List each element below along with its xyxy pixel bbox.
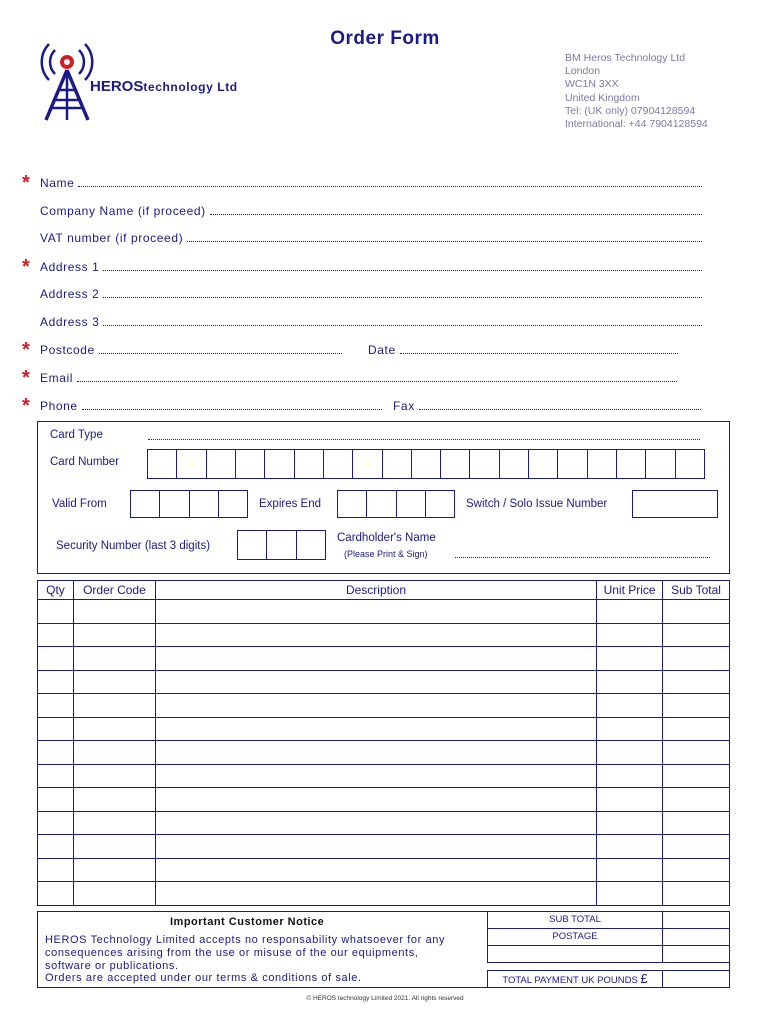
postcode-label: Postcode	[40, 343, 95, 357]
email-field[interactable]	[22, 367, 677, 389]
vat-line[interactable]	[187, 240, 702, 242]
table-row	[38, 741, 730, 765]
sub-total-cell[interactable]	[663, 717, 730, 741]
unit-price-cell[interactable]	[597, 741, 663, 765]
postage-label: POSTAGE	[487, 928, 663, 946]
address-line: International: +44 7904128594	[565, 118, 708, 131]
fax-line[interactable]	[419, 408, 701, 410]
security-number-boxes[interactable]	[237, 530, 326, 560]
qty-cell[interactable]	[38, 670, 74, 694]
email-line[interactable]	[77, 380, 677, 382]
table-row	[38, 835, 730, 859]
unit-price-cell[interactable]	[597, 647, 663, 671]
unit-price-cell[interactable]	[597, 811, 663, 835]
order-code-header: Order Code	[73, 581, 155, 600]
card-number-label: Card Number	[50, 456, 120, 468]
table-row	[38, 600, 730, 624]
name-field[interactable]	[22, 172, 702, 194]
qty-cell[interactable]	[38, 623, 74, 647]
order-code-cell[interactable]	[73, 858, 155, 882]
sub-total-cell[interactable]	[663, 764, 730, 788]
notice-line: consequences arising from the use or misuse of the our equipments,	[45, 946, 419, 959]
copyright-icon: ©	[306, 995, 312, 1002]
qty-cell[interactable]	[38, 647, 74, 671]
postcode-line[interactable]	[99, 352, 342, 354]
notice-title: Important Customer Notice	[170, 916, 325, 928]
qty-cell[interactable]	[38, 835, 74, 859]
card-type-label: Card Type	[50, 429, 103, 441]
qty-cell[interactable]	[38, 811, 74, 835]
order-code-cell[interactable]	[73, 811, 155, 835]
required-mark: *	[22, 395, 31, 417]
blank-total-label	[487, 945, 663, 963]
qty-cell[interactable]	[38, 741, 74, 765]
fax-label: Fax	[393, 399, 415, 413]
description-cell[interactable]	[155, 811, 596, 835]
order-code-cell[interactable]	[73, 647, 155, 671]
sub-total-cell[interactable]	[663, 741, 730, 765]
vat-label: VAT number (if proceed)	[40, 231, 184, 245]
table-row	[38, 670, 730, 694]
company-field[interactable]	[22, 202, 702, 218]
table-row	[38, 694, 730, 718]
order-items-table	[37, 580, 730, 906]
required-mark: *	[22, 339, 31, 361]
qty-cell[interactable]	[38, 764, 74, 788]
description-cell[interactable]	[155, 835, 596, 859]
sub-total-value[interactable]	[662, 911, 730, 929]
address3-line[interactable]	[103, 324, 702, 326]
description-cell[interactable]	[155, 858, 596, 882]
address-line: BM Heros Technology Ltd	[565, 52, 686, 64]
sub-total-cell[interactable]	[663, 670, 730, 694]
order-code-cell[interactable]	[73, 788, 155, 812]
company-address	[565, 52, 708, 131]
date-label: Date	[368, 343, 396, 357]
card-number-boxes[interactable]	[147, 449, 705, 479]
description-cell[interactable]	[155, 647, 596, 671]
expires-end-boxes[interactable]	[337, 490, 455, 518]
notice-line: HEROS Technology Limited accepts no responsability whatsoever for any	[45, 934, 446, 946]
name-line[interactable]	[78, 185, 702, 187]
unit-price-cell[interactable]	[597, 717, 663, 741]
sub-total-cell[interactable]	[663, 811, 730, 835]
date-field[interactable]	[368, 341, 678, 357]
unit-price-cell[interactable]	[597, 694, 663, 718]
blank-total-value[interactable]	[662, 945, 730, 963]
address1-label: Address 1	[40, 260, 100, 274]
required-mark: *	[22, 256, 31, 278]
company-label: Company Name (if proceed)	[40, 204, 206, 218]
address-line: Tel: (UK only) 07904128594	[565, 104, 696, 117]
card-type-line[interactable]	[148, 438, 700, 440]
valid-from-boxes[interactable]	[130, 490, 248, 518]
date-line[interactable]	[400, 352, 678, 354]
brand-name	[90, 78, 238, 95]
unit-price-cell[interactable]	[597, 788, 663, 812]
unit-price-cell[interactable]	[597, 858, 663, 882]
description-cell[interactable]	[155, 670, 596, 694]
description-cell[interactable]	[155, 623, 596, 647]
sub-total-cell[interactable]	[663, 694, 730, 718]
description-cell[interactable]	[155, 600, 596, 624]
table-row	[38, 858, 730, 882]
footer-copyright	[0, 995, 770, 1002]
sub-total-header: Sub Total	[663, 581, 730, 600]
phone-field[interactable]	[22, 395, 382, 417]
description-cell[interactable]	[155, 882, 596, 906]
address2-field[interactable]	[22, 285, 702, 301]
table-row	[38, 882, 730, 906]
name-label: Name	[40, 176, 75, 190]
address2-line[interactable]	[103, 296, 702, 298]
total-payment-value[interactable]	[662, 970, 730, 988]
unit-price-cell[interactable]	[597, 670, 663, 694]
qty-header: Qty	[38, 581, 74, 600]
order-code-cell[interactable]	[73, 764, 155, 788]
sub-total-cell[interactable]	[663, 858, 730, 882]
order-code-cell[interactable]	[73, 670, 155, 694]
pound-sign: £	[640, 971, 648, 986]
table-row	[38, 811, 730, 835]
order-code-cell[interactable]	[73, 694, 155, 718]
total-payment-label	[487, 970, 663, 988]
unit-price-cell[interactable]	[597, 764, 663, 788]
order-code-cell[interactable]	[73, 623, 155, 647]
page-title: Order Form	[330, 28, 440, 49]
switch-issue-label: Switch / Solo Issue Number	[466, 498, 608, 510]
switch-issue-box[interactable]	[632, 490, 718, 518]
email-label: Email	[40, 371, 74, 385]
sub-total-label: SUB TOTAL	[487, 911, 663, 929]
order-code-cell[interactable]	[73, 882, 155, 906]
unit-price-cell[interactable]	[597, 623, 663, 647]
phone-label: Phone	[40, 399, 78, 413]
description-cell[interactable]	[155, 788, 596, 812]
security-number-label: Security Number (last 3 digits)	[56, 540, 211, 552]
address3-label: Address 3	[40, 315, 100, 329]
order-code-cell[interactable]	[73, 741, 155, 765]
sub-total-cell[interactable]	[663, 600, 730, 624]
table-row	[38, 623, 730, 647]
company-line[interactable]	[210, 213, 702, 215]
description-cell[interactable]	[155, 717, 596, 741]
notice-line: Orders are accepted under our terms & conditions of sale.	[45, 972, 362, 985]
address1-line[interactable]	[103, 269, 702, 271]
order-code-cell[interactable]	[73, 717, 155, 741]
postage-value[interactable]	[662, 928, 730, 946]
qty-cell[interactable]	[38, 694, 74, 718]
footer-text: HEROS technology Limited 2021. All rights reserved	[312, 995, 464, 1002]
cardholder-label: Cardholder's Name	[337, 532, 436, 544]
required-mark: *	[22, 172, 31, 194]
valid-from-label: Valid From	[52, 498, 107, 510]
qty-cell[interactable]	[38, 600, 74, 624]
description-cell[interactable]	[155, 741, 596, 765]
address-line: WC1N 3XX	[565, 78, 619, 91]
sub-total-cell[interactable]	[663, 623, 730, 647]
phone-line[interactable]	[82, 408, 382, 410]
address3-field[interactable]	[22, 313, 702, 329]
sub-total-cell[interactable]	[663, 788, 730, 812]
notice-text	[45, 934, 490, 985]
address2-label: Address 2	[40, 287, 100, 301]
postcode-field[interactable]	[22, 339, 342, 361]
expires-end-label: Expires End	[259, 498, 322, 510]
description-cell[interactable]	[155, 764, 596, 788]
table-row	[38, 764, 730, 788]
brand-sub: technology Ltd	[143, 80, 238, 94]
description-header: Description	[155, 581, 596, 600]
description-cell[interactable]	[155, 694, 596, 718]
fax-field[interactable]	[393, 397, 701, 413]
address1-field[interactable]	[22, 256, 702, 278]
order-code-cell[interactable]	[73, 600, 155, 624]
vat-field[interactable]	[22, 229, 702, 245]
print-sign-note: (Please Print & Sign)	[344, 549, 428, 559]
total-payment-text: TOTAL PAYMENT UK POUNDS	[502, 975, 638, 986]
brand-main: HEROS	[90, 78, 144, 95]
unit-price-cell[interactable]	[597, 600, 663, 624]
required-mark: *	[22, 367, 31, 389]
unit-price-cell[interactable]	[597, 835, 663, 859]
table-header-row	[38, 581, 730, 600]
address-line: London	[565, 65, 601, 78]
unit-price-header: Unit Price	[597, 581, 663, 600]
cardholder-line[interactable]	[455, 556, 710, 558]
unit-price-cell[interactable]	[597, 882, 663, 906]
sub-total-cell[interactable]	[663, 647, 730, 671]
qty-cell[interactable]	[38, 858, 74, 882]
qty-cell[interactable]	[38, 788, 74, 812]
address-line: United Kingdom	[565, 91, 640, 104]
notice-line: software or publications.	[45, 959, 179, 972]
table-row	[38, 788, 730, 812]
table-row	[38, 647, 730, 671]
qty-cell[interactable]	[38, 717, 74, 741]
sub-total-cell[interactable]	[663, 835, 730, 859]
sub-total-cell[interactable]	[663, 882, 730, 906]
order-code-cell[interactable]	[73, 835, 155, 859]
qty-cell[interactable]	[38, 882, 74, 906]
table-row	[38, 717, 730, 741]
